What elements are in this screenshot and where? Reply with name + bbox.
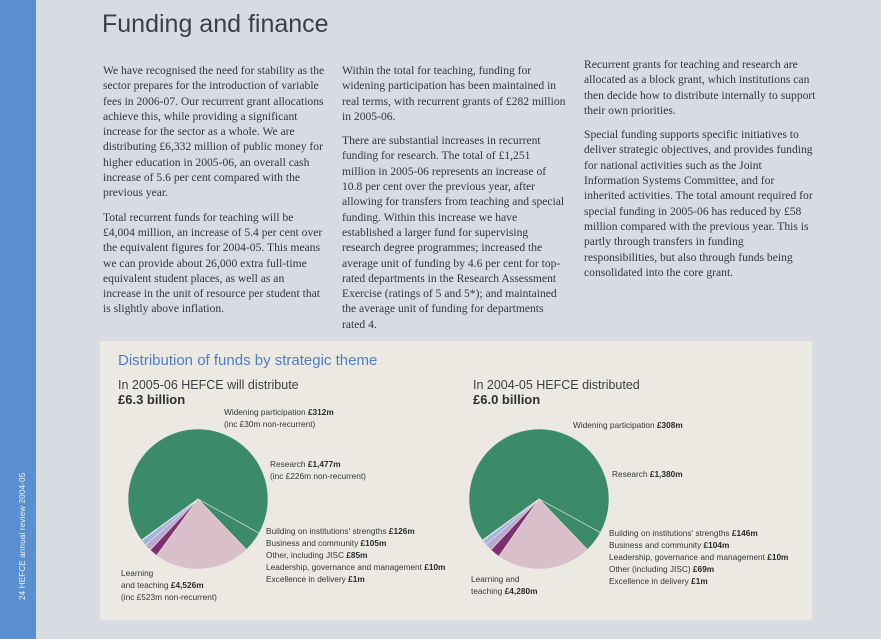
chart2-label-research: Research £1,380m	[612, 469, 683, 479]
chart2-pie	[469, 429, 609, 569]
chart2-label-small-items: Building on institutions' strengths £146m Business and community £104m Leadership, governance and management £10m Other (including JISC) £69m Excellence in delivery £1m	[609, 528, 789, 586]
chart2-subtitle-block	[473, 378, 640, 407]
chart2-total: £6.0 billion	[473, 392, 541, 407]
chart2-subtitle: In 2004-05 HEFCE distributed	[473, 378, 640, 392]
text-column-2	[342, 63, 566, 341]
paragraph: Special funding supports specific initiatives to deliver strategic objectives, and provides funding for national activities such as the Joint Information Systems Committee, and for inherited activities. The total amount required for special funding in 2005-06 has reduced by £58 million compared with the previous year. This is partly through transfers in funding responsibilities, but also through funds being consolidated into the core grant.	[584, 128, 813, 279]
page-footer-text: 24 HEFCE annual review 2004-05	[18, 472, 27, 600]
chart2-label-widening: Widening participation £308m	[573, 420, 683, 430]
sidebar-strip	[0, 0, 36, 639]
chart1-subtitle: In 2005-06 HEFCE will distribute	[118, 378, 299, 392]
text-column-1	[103, 63, 325, 326]
paragraph: Recurrent grants for teaching and research are allocated as a block grant, which institutions can then decide how to distribute internally to support their own priorities.	[584, 58, 816, 117]
paragraph: There are substantial increases in recurrent funding for research. The total of £1,251 million in 2005-06 represents an increase of 10.8 per cent over the previous year, after allowing for transfers from teaching and special funding. Within this increase we have established a larger fund for supervising research degree programmes; increased the average unit of funding by 4.6 per cent for top-rated departments in the Research Assessment Exercise (ratings of 5 and 5*); and maintained the average unit of funding for departments rated 4.	[342, 134, 565, 331]
chart1-total: £6.3 billion	[118, 392, 186, 407]
chart1-label-research: Research £1,477m (inc £226m non-recurrent)	[270, 459, 366, 481]
chart1-label-widening: Widening participation £312m (inc £30m non-recurrent)	[224, 407, 334, 429]
chart1-label-teaching: Learning and teaching £4,526m (inc £523m non-recurrent)	[121, 568, 217, 602]
chart1-pie	[128, 429, 268, 569]
text-column-3	[584, 57, 816, 289]
funds-distribution-panel	[100, 341, 812, 620]
chart1-label-small-items: Building on institutions' strengths £126m Business and community £105m Other, including JISC £85m Leadership, governance and management £10m Excellence in delivery £1m	[266, 526, 446, 584]
chart2-label-teaching: Learning and teaching £4,280m	[471, 574, 538, 596]
panel-title: Distribution of funds by strategic theme	[118, 352, 378, 369]
paragraph: Within the total for teaching, funding for widening participation has been maintained in real terms, with recurrent grants of £282 million in 2005-06.	[342, 64, 566, 123]
paragraph: We have recognised the need for stability as the sector prepares for the introduction of variable fees in 2006-07. Our recurrent grant allocations achieve this, while providing a significant increase for the sector as a whole. We are distributing £6,332 million of public money for higher education in 2005-06, an overall cash increase of 5.6 per cent compared with the previous year.	[103, 64, 325, 200]
page-title: Funding and finance	[102, 10, 329, 38]
chart1-subtitle-block	[118, 378, 299, 407]
paragraph: Total recurrent funds for teaching will be £4,004 million, an increase of 5.4 per cent over the equivalent figures for 2004-05. This means we can provide about 26,000 extra full-time equivalent student places, as well as an increase in the unit of resource per student that is slightly above inflation.	[103, 210, 323, 316]
